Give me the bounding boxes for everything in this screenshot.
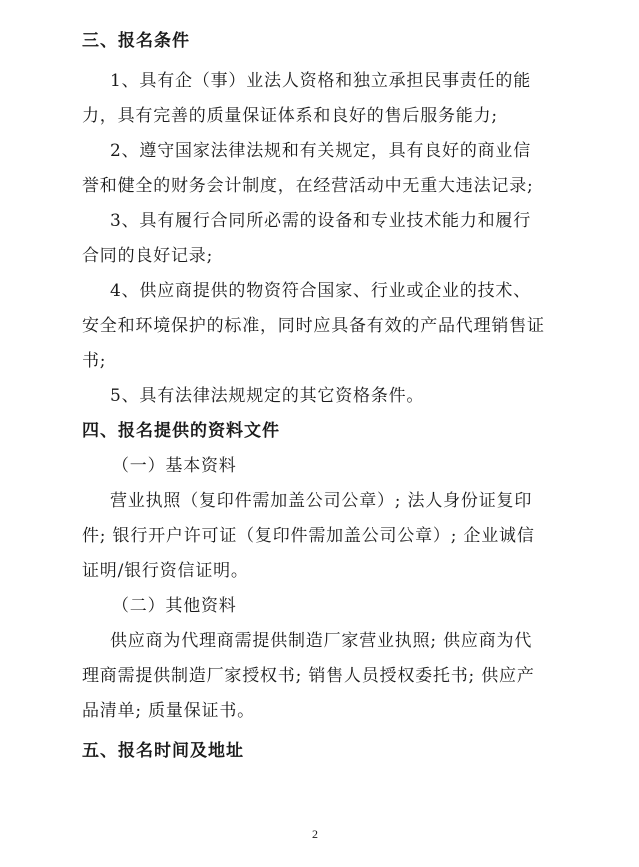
section-heading-registration-conditions: 三、报名条件 xyxy=(82,31,190,51)
subsection-heading-other-materials: （二）其他资料 xyxy=(112,596,237,616)
paragraph-line: 安全和环境保护的标准，同时应具备有效的产品代理销售证 xyxy=(82,316,545,336)
paragraph-line: 合同的良好记录; xyxy=(82,246,214,266)
paragraph-line: 2、遵守国家法律法规和有关规定，具有良好的商业信 xyxy=(110,141,532,161)
page-number: 2 xyxy=(312,827,318,841)
section-heading-registration-documents: 四、报名提供的资料文件 xyxy=(82,421,280,441)
paragraph-line: 书; xyxy=(82,351,107,371)
paragraph-line: 供应商为代理商需提供制造厂家营业执照; 供应商为代 xyxy=(110,631,533,651)
subsection-heading-basic-materials: （一）基本资料 xyxy=(112,456,237,476)
paragraph-line: 3、具有履行合同所必需的设备和专业技术能力和履行 xyxy=(110,211,532,231)
paragraph-line: 理商需提供制造厂家授权书; 销售人员授权委托书; 供应产 xyxy=(82,666,535,686)
paragraph-line: 件; 银行开户许可证（复印件需加盖公司公章）; 企业诚信 xyxy=(82,526,535,546)
paragraph-line: 5、具有法律法规规定的其它资格条件。 xyxy=(110,386,425,406)
paragraph-line: 誉和健全的财务会计制度，在经营活动中无重大违法记录; xyxy=(82,176,534,196)
paragraph-line: 品清单; 质量保证书。 xyxy=(82,701,255,721)
paragraph-line: 4、供应商提供的物资符合国家、行业或企业的技术、 xyxy=(110,281,532,301)
paragraph-line: 证明/银行资信证明。 xyxy=(82,561,249,581)
paragraph-line: 1、具有企（事）业法人资格和独立承担民事责任的能 xyxy=(110,71,532,91)
paragraph-line: 营业执照（复印件需加盖公司公章）; 法人身份证复印 xyxy=(110,491,533,511)
section-heading-registration-time-location: 五、报名时间及地址 xyxy=(82,741,244,761)
paragraph-line: 力，具有完善的质量保证体系和良好的售后服务能力; xyxy=(82,106,498,126)
